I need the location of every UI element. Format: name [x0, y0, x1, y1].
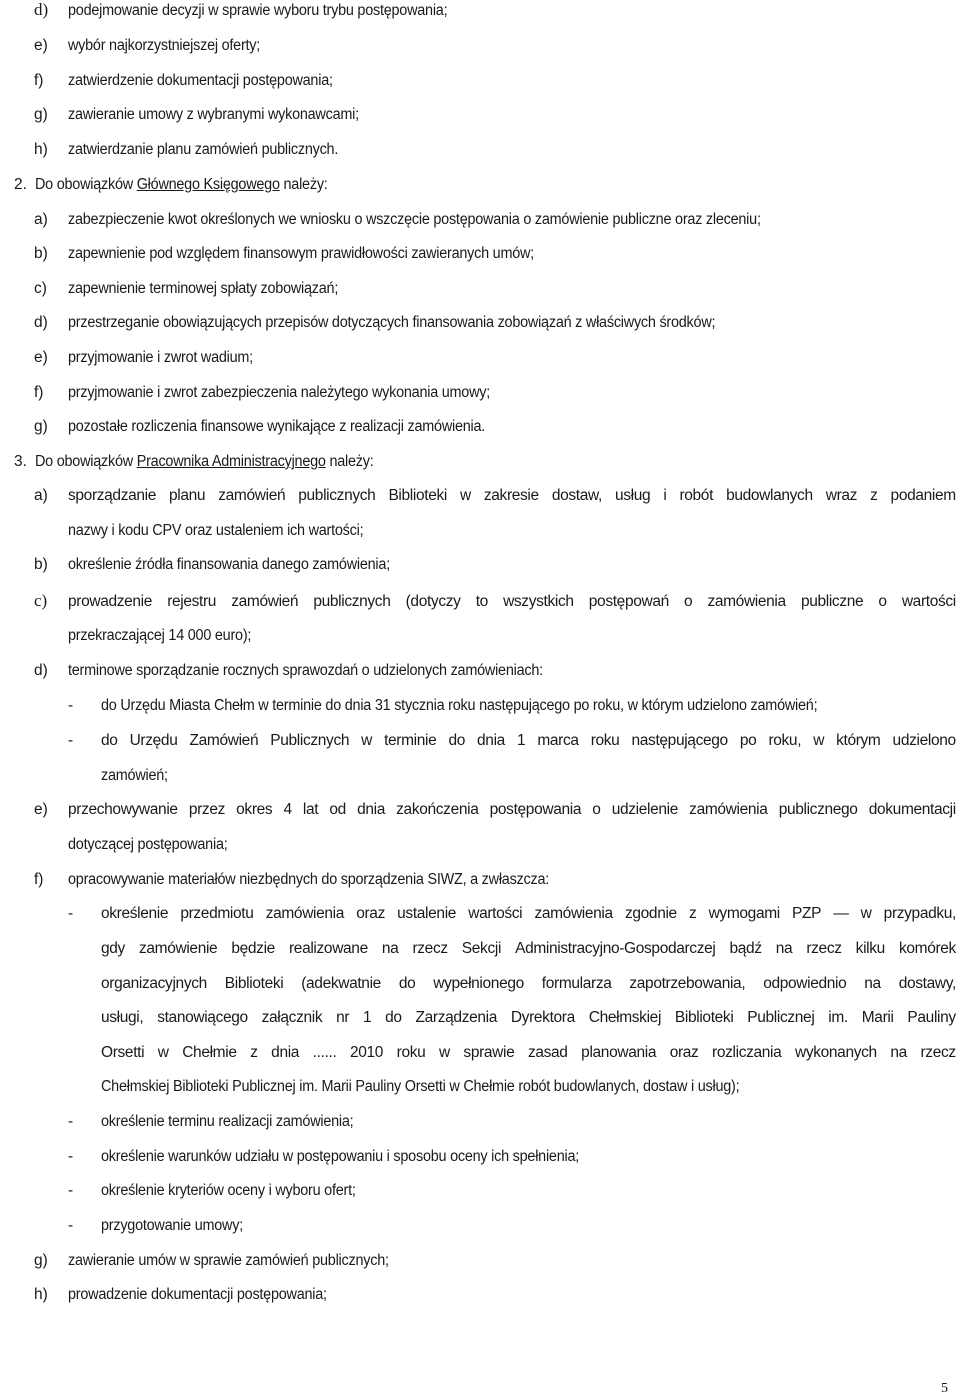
- word: z: [689, 905, 697, 922]
- word: wykonanych: [794, 1044, 877, 1061]
- word: przez: [188, 801, 225, 818]
- item-text-justified: [68, 592, 956, 612]
- sub-item-text: określenie terminu realizacji zamówienia;: [101, 1113, 354, 1130]
- word: zamówień: [231, 593, 299, 610]
- word: w: [860, 905, 872, 922]
- word: o: [878, 593, 887, 610]
- word: postępowania: [489, 801, 582, 818]
- word: 1: [363, 1009, 372, 1026]
- word: zasad: [527, 1044, 568, 1061]
- word: formularza: [541, 975, 612, 992]
- word: marca: [537, 732, 579, 749]
- word: ustalenie: [397, 905, 457, 922]
- item-text: wybór najkorzystniejszej oferty;: [68, 37, 261, 54]
- word: —: [833, 905, 849, 922]
- word: Publicznej: [747, 1009, 815, 1026]
- item-text: przestrzeganie obowiązujących przepisów dotyczących finansowania zobowiązań z właściwych środków;: [68, 314, 716, 331]
- sub-item-text-justified: [101, 1008, 956, 1028]
- word: i: [663, 487, 667, 504]
- item-label: f): [34, 871, 44, 888]
- sub-item-text: zamówień;: [101, 767, 168, 784]
- word: z: [870, 487, 878, 504]
- item-label: c): [34, 280, 47, 297]
- word: Marii: [861, 1009, 894, 1026]
- word: Orsetti: [101, 1044, 145, 1061]
- word: zamówienia: [265, 905, 345, 922]
- item-label: g): [34, 418, 48, 435]
- item-text: dotyczącej postępowania;: [68, 836, 228, 853]
- word: podaniem: [890, 487, 956, 504]
- word: po: [739, 732, 757, 749]
- item-text: zatwierdzenie dokumentacji postępowania;: [68, 72, 333, 89]
- word: dnia: [477, 732, 505, 749]
- word: im.: [828, 1009, 848, 1026]
- word: wartości: [468, 905, 523, 922]
- item-label: e): [34, 801, 48, 818]
- word: na: [775, 940, 793, 957]
- item-text: zawieranie umów w sprawie zamówień publicznych;: [68, 1252, 389, 1269]
- word: sprawie: [463, 1044, 515, 1061]
- word: terminie: [384, 732, 437, 749]
- word: nr: [336, 1009, 350, 1026]
- word: zamówienia: [534, 905, 613, 922]
- dash-bullet: -: [68, 905, 74, 922]
- section-intro: Do obowiązków Pracownika Administracyjnego należy:: [35, 453, 374, 470]
- word: usługi,: [101, 1009, 144, 1026]
- word: rzecz: [412, 940, 448, 957]
- item-text: zapewnienie terminowej spłaty zobowiązań;: [68, 280, 339, 297]
- word: załącznik: [261, 1009, 323, 1026]
- word: zapotrzebowania,: [629, 975, 746, 992]
- word: planowania: [581, 1044, 657, 1061]
- word: organizacyjnych: [101, 975, 207, 992]
- word: planu: [169, 487, 206, 504]
- word: budowlanych: [726, 487, 813, 504]
- word: w: [361, 732, 373, 749]
- word: to: [475, 593, 488, 610]
- word: dostawy,: [898, 975, 956, 992]
- word: rejestru: [167, 593, 217, 610]
- word: Publicznych: [270, 732, 350, 749]
- word: w: [460, 487, 471, 504]
- word: przypadku,: [883, 905, 956, 922]
- word: na: [890, 1044, 907, 1061]
- word: publicznego: [778, 801, 858, 818]
- word: o: [684, 593, 693, 610]
- word: (adekwatnie: [301, 975, 381, 992]
- item-label: a): [34, 487, 48, 504]
- word: udzielono: [892, 732, 956, 749]
- word: wraz: [825, 487, 858, 504]
- word: stanowiącego: [157, 1009, 248, 1026]
- item-text: terminowe sporządzanie rocznych sprawozdań o udzielonych zamówieniach:: [68, 662, 543, 679]
- word: zamówień: [218, 487, 286, 504]
- item-label: b): [34, 245, 48, 262]
- item-label: e): [34, 349, 48, 366]
- word: w: [439, 1044, 450, 1061]
- word: gdy: [101, 940, 125, 957]
- word: wymogami: [708, 905, 780, 922]
- word: Dyrektora: [510, 1009, 575, 1026]
- dash-bullet: -: [68, 732, 74, 749]
- word: bądź: [729, 940, 762, 957]
- word: Chełmie: [182, 1044, 237, 1061]
- word: zamówienia: [707, 593, 786, 610]
- item-label: c): [34, 591, 48, 610]
- word: wartości: [901, 593, 956, 610]
- word: rzecz: [806, 940, 842, 957]
- sub-item-text: Chełmskiej Biblioteki Publicznej im. Marii Pauliny Orsetti w Chełmie robót budowlanych, dostaw i usług);: [101, 1078, 740, 1095]
- item-text: zatwierdzanie planu zamówień publicznych.: [68, 141, 339, 158]
- word: oraz: [669, 1044, 699, 1061]
- word: 4: [283, 801, 292, 818]
- word: Administracyjno-Gospodarczej: [515, 940, 716, 957]
- word: Biblioteki: [224, 975, 284, 992]
- word: roku,: [768, 732, 802, 749]
- word: zakończenia: [396, 801, 479, 818]
- word: będzie: [231, 940, 275, 957]
- word: odpowiednio: [763, 975, 847, 992]
- word: do: [398, 975, 416, 992]
- word: Urzędu: [129, 732, 178, 749]
- word: udzielenie: [611, 801, 679, 818]
- item-text: opracowywanie materiałów niezbędnych do sporządzenia SIWZ, a zwłaszcza:: [68, 871, 550, 888]
- word: ......: [312, 1044, 337, 1061]
- sub-item-text: określenie kryteriów oceny i wyboru ofert;: [101, 1182, 356, 1199]
- item-label: d): [34, 662, 48, 679]
- word: zamówienie: [138, 940, 218, 957]
- item-label: a): [34, 211, 48, 228]
- word: kilku: [855, 940, 885, 957]
- word: z: [250, 1044, 258, 1061]
- word: robót: [679, 487, 714, 504]
- item-text: przyjmowanie i zwrot zabezpieczenia należytego wykonania umowy;: [68, 384, 491, 401]
- item-label: f): [34, 72, 44, 89]
- section-number: 2.: [14, 176, 27, 193]
- item-text: zawieranie umowy z wybranymi wykonawcami;: [68, 106, 359, 123]
- word: okres: [236, 801, 273, 818]
- word: zgodnie: [624, 905, 677, 922]
- word: dokumentacji: [868, 801, 956, 818]
- word: Zarządzenia: [415, 1009, 497, 1026]
- item-text-justified: [68, 486, 956, 506]
- word: przedmiotu: [180, 905, 254, 922]
- word: do: [101, 732, 118, 749]
- word: lat: [302, 801, 319, 818]
- word: dostaw,: [551, 487, 602, 504]
- item-label: g): [34, 106, 48, 123]
- word: w: [157, 1044, 169, 1061]
- word: następującego: [631, 732, 728, 749]
- word: rzecz: [920, 1044, 956, 1061]
- section-intro: Do obowiązków Głównego Księgowego należy:: [35, 176, 328, 193]
- word: przechowywanie: [68, 801, 178, 818]
- dash-bullet: -: [68, 1113, 74, 1130]
- word: dnia: [357, 801, 385, 818]
- sub-item-text: do Urzędu Miasta Chełm w terminie do dnia 31 stycznia roku następującego po roku, w którym udzielono zamówień;: [101, 697, 818, 714]
- word: sporządzanie: [68, 487, 156, 504]
- word: od: [329, 801, 346, 818]
- item-label: b): [34, 556, 48, 573]
- word: Pauliny: [907, 1009, 956, 1026]
- word: 2010: [349, 1044, 384, 1061]
- word: realizowane: [288, 940, 368, 957]
- word: roku: [396, 1044, 426, 1061]
- item-text: przyjmowanie i zwrot wadium;: [68, 349, 253, 366]
- item-text: zabezpieczenie kwot określonych we wniosku o wszczęcie postępowania o zamówienie publiczne oraz zleceniu;: [68, 211, 761, 228]
- word: prowadzenie: [68, 593, 153, 610]
- word: na: [381, 940, 399, 957]
- word: komórek: [898, 940, 956, 957]
- word: 1: [516, 732, 526, 749]
- word: (dotyczy: [405, 593, 461, 610]
- word: publicznych: [313, 593, 391, 610]
- dash-bullet: -: [68, 1217, 74, 1234]
- item-text: prowadzenie dokumentacji postępowania;: [68, 1286, 327, 1303]
- word: zamówienia: [689, 801, 768, 818]
- word: rozliczania: [712, 1044, 782, 1061]
- item-label: d): [34, 314, 48, 331]
- item-text: podejmowanie decyzji w sprawie wyboru trybu postępowania;: [68, 2, 448, 19]
- section-number: 3.: [14, 453, 27, 470]
- word: do: [448, 732, 465, 749]
- word: usług: [614, 487, 651, 504]
- role-name: Głównego Księgowego: [136, 176, 280, 193]
- item-label: h): [34, 1286, 48, 1303]
- word: Biblioteki: [674, 1009, 734, 1026]
- word: Chełmskiej: [588, 1009, 662, 1026]
- item-label: h): [34, 141, 48, 158]
- word: w: [813, 732, 825, 749]
- word: o: [592, 801, 601, 818]
- word: dnia: [271, 1044, 300, 1061]
- sub-item-text-justified: [101, 904, 956, 924]
- sub-item-text-justified: [101, 939, 956, 959]
- page-number: 5: [941, 1381, 948, 1396]
- word: publicznych: [298, 487, 376, 504]
- item-label: d): [34, 0, 49, 19]
- word: Sekcji: [461, 940, 502, 957]
- dash-bullet: -: [68, 697, 74, 714]
- word: Zamówień: [189, 732, 259, 749]
- role-name: Pracownika Administracyjnego: [136, 453, 326, 470]
- word: zakresie: [483, 487, 539, 504]
- word: wszystkich: [503, 593, 574, 610]
- item-text: zapewnienie pod względem finansowym prawidłowości zawieranych umów;: [68, 245, 534, 262]
- sub-item-text-justified: [101, 731, 956, 751]
- sub-item-text-justified: [101, 1043, 956, 1063]
- item-text: pozostałe rozliczenia finansowe wynikające z realizacji zamówienia.: [68, 418, 486, 435]
- word: PZP: [792, 905, 822, 922]
- word: publiczne: [800, 593, 864, 610]
- item-text: przekraczającej 14 000 euro);: [68, 627, 252, 644]
- sub-item-text-justified: [101, 974, 956, 994]
- sub-item-text: przygotowanie umowy;: [101, 1217, 243, 1234]
- word: do: [385, 1009, 402, 1026]
- dash-bullet: -: [68, 1148, 74, 1165]
- item-label: g): [34, 1252, 48, 1269]
- sub-item-text: określenie warunków udziału w postępowaniu i sposobu oceny ich spełnienia;: [101, 1148, 580, 1165]
- word: Biblioteki: [388, 487, 447, 504]
- word: którym: [836, 732, 881, 749]
- word: roku: [590, 732, 620, 749]
- word: oraz: [356, 905, 385, 922]
- word: postępowań: [588, 593, 669, 610]
- item-label: e): [34, 37, 48, 54]
- word: wypełnionego: [433, 975, 524, 992]
- dash-bullet: -: [68, 1182, 74, 1199]
- item-text: określenie źródła finansowania danego zamówienia;: [68, 556, 390, 573]
- item-text: nazwy i kodu CPV oraz ustaleniem ich wartości;: [68, 522, 364, 539]
- item-text-justified: [68, 800, 956, 820]
- item-label: f): [34, 384, 44, 401]
- word: określenie: [101, 905, 169, 922]
- word: na: [864, 975, 881, 992]
